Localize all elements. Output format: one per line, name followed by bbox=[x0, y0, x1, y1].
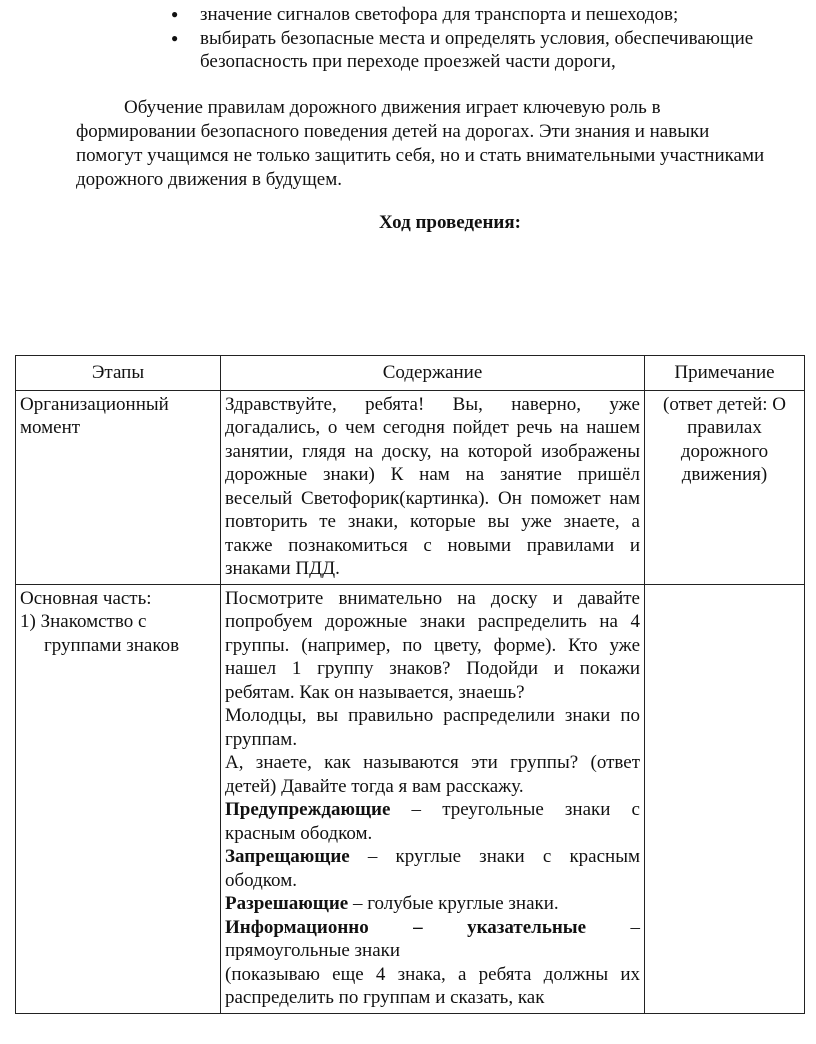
group-term: Разрешающие bbox=[225, 893, 349, 914]
intro-paragraph: Обучение правилам дорожного движения играет ключевую роль в формировании безопасного поведения детей на дорогах. Эти знания и навыки помогут учащимся не только защитить себя, но и стать внимательными участниками дорожного движения в будущем. bbox=[76, 97, 765, 190]
column-header-content: Содержание bbox=[221, 356, 645, 391]
sign-group-prohibitory bbox=[225, 845, 640, 892]
note-cell: (ответ детей: О правилах дорожного движения) bbox=[645, 390, 805, 584]
content-paragraph: Посмотрите внимательно на доску и давайте попробуем дорожные знаки распределить на 4 группы. (например, по цвету, форме). Кто уже нашел 1 группу знаков? Подойди и покажи ребятам. Как он называется, знаешь? bbox=[225, 587, 640, 703]
group-description: – прямоугольные знаки bbox=[225, 916, 640, 961]
goals-bullet-list bbox=[166, 3, 756, 74]
sign-group-informational bbox=[225, 916, 640, 963]
bullet-item: ● выбирать безопасные места и определять условия, обеспечивающие безопасность при переходе проезжей части дороги, bbox=[166, 27, 756, 73]
lesson-plan-table bbox=[15, 355, 805, 1014]
stage-subitem: 1) Знакомство с группами знаков bbox=[20, 611, 180, 656]
note-cell bbox=[645, 584, 805, 1013]
stage-title: Основная часть: bbox=[20, 587, 152, 609]
group-term: Информационно – указательные bbox=[225, 916, 587, 938]
content-paragraph: (показываю еще 4 знака, а ребята должны их распределить по группам и сказать, как bbox=[225, 963, 640, 1008]
sign-group-warning bbox=[225, 798, 640, 845]
group-description: – голубые круглые знаки. bbox=[348, 893, 559, 914]
content-cell: Здравствуйте, ребята! Вы, наверно, уже догадались, о чем сегодня пойдет речь на нашем занятии, глядя на доску, на которой изображены дорожные знаки) К нам на занятие пришёл веселый Светофорик(картинка). Он поможет нам повторить те знаки, которые вы уже знаете, а также познакомиться с новыми правилами и знаками ПДД. bbox=[221, 390, 645, 584]
column-header-stages: Этапы bbox=[16, 356, 221, 391]
sign-group-permissive bbox=[225, 892, 640, 916]
bullet-item: ● значение сигналов светофора для транспорта и пешеходов; bbox=[166, 3, 756, 26]
table-row bbox=[16, 390, 805, 584]
group-description: – круглые знаки с красным ободком. bbox=[225, 846, 640, 891]
content-paragraph: Молодцы, вы правильно распределили знаки по группам. bbox=[225, 705, 640, 750]
table-header-row bbox=[16, 356, 805, 391]
group-term: Запрещающие bbox=[225, 846, 350, 867]
stage-cell: Организационный момент bbox=[16, 390, 221, 584]
section-heading: Ход проведения: bbox=[379, 212, 521, 233]
table-row bbox=[16, 584, 805, 1013]
group-term: Предупреждающие bbox=[225, 799, 391, 820]
content-cell bbox=[221, 584, 645, 1013]
stage-cell bbox=[16, 584, 221, 1013]
group-description: – треугольные знаки с красным ободком. bbox=[225, 799, 640, 844]
content-paragraph: А, знаете, как называются эти группы? (ответ детей) Давайте тогда я вам расскажу. bbox=[225, 752, 640, 797]
column-header-note: Примечание bbox=[645, 356, 805, 391]
